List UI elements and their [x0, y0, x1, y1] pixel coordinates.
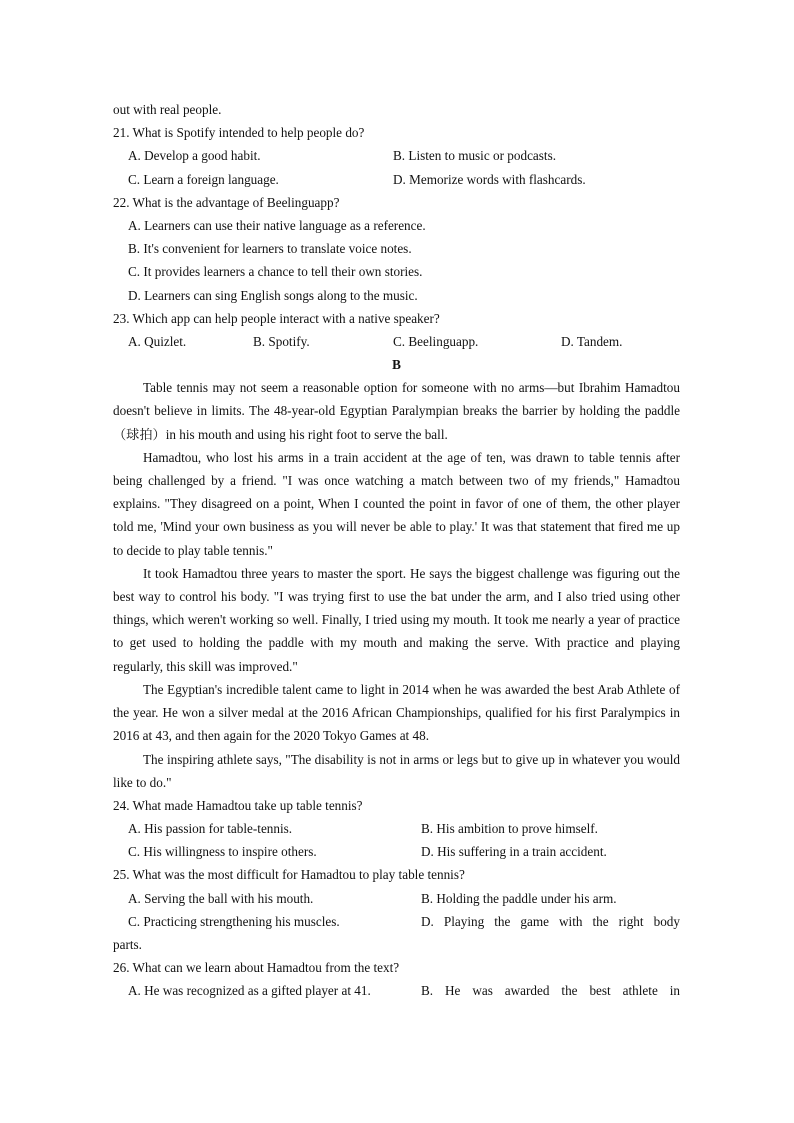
question-stem: 25. What was the most difficult for Hamadtou to play table tennis?: [113, 867, 465, 883]
option-d: D. His suffering in a train accident.: [421, 844, 607, 860]
exam-page: [113, 98, 680, 1003]
question-21: [113, 121, 680, 191]
question-25: [113, 863, 680, 956]
question-stem: 23. Which app can help people interact with a native speaker?: [113, 310, 440, 326]
option-b: B. His ambition to prove himself.: [421, 821, 598, 837]
option-a: A. Develop a good habit.: [128, 148, 261, 164]
question-stem: 22. What is the advantage of Beelinguapp?: [113, 194, 340, 210]
option-b: B. He was awarded the best athlete in: [421, 983, 680, 999]
passage-paragraph-1: Table tennis may not seem a reasonable option for someone with no arms—but Ibrahim Hamadtou doesn't believe in limits. The 48-year-old Egyptian Paralympian breaks the barrier by holding the paddle（球拍）in his mouth and using his right foot to serve the ball.: [113, 380, 680, 442]
option-c: C. It provides learners a chance to tell their own stories.: [128, 264, 423, 280]
option-b: B. Listen to music or podcasts.: [393, 148, 556, 164]
previous-passage-ending: out with real people.: [113, 102, 222, 117]
passage-paragraph-5: The inspiring athlete says, "The disability is not in arms or legs but to give up in whatever you would like to do.": [113, 751, 680, 790]
option-a: A. Learners can use their native language as a reference.: [128, 217, 426, 233]
option-d-continued: parts.: [113, 937, 142, 953]
passage-paragraph-4: The Egyptian's incredible talent came to light in 2014 when he was awarded the best Arab Athlete of the year. He won a silver medal at the 2016 African Championships, qualified for his first Paralympics in 2016 at 43, and then again for the 2020 Tokyo Games at 48.: [113, 681, 680, 744]
option-b: B. It's convenient for learners to translate voice notes.: [128, 241, 412, 257]
question-26: [113, 956, 680, 1002]
question-stem: 26. What can we learn about Hamadtou from the text?: [113, 960, 400, 976]
passage-paragraph-3: It took Hamadtou three years to master the sport. He says the biggest challenge was figuring out the best way to control his body. "I was trying first to use the bat under the arm, and I also tried using other things, which weren't working so well. Finally, I tried using my mouth. It took me nearly a year of practice to get used to holding the paddle with my mouth and making the serve. With practice and playing regularly, this skill was improved.": [113, 565, 680, 674]
option-b: B. Spotify.: [253, 333, 310, 349]
question-22: [113, 191, 680, 307]
option-d: D. Tandem.: [561, 333, 623, 349]
option-c: C. Learn a foreign language.: [128, 171, 279, 187]
option-a: A. Quizlet.: [128, 333, 187, 349]
option-a: A. He was recognized as a gifted player at 41.: [128, 983, 371, 999]
question-stem: 24. What made Hamadtou take up table tennis?: [113, 797, 363, 813]
option-a: A. His passion for table-tennis.: [128, 821, 293, 837]
option-d: D. Memorize words with flashcards.: [393, 171, 586, 187]
question-24: [113, 794, 680, 864]
option-a: A. Serving the ball with his mouth.: [128, 890, 314, 906]
section-heading-b: B: [392, 357, 401, 373]
option-b: B. Holding the paddle under his arm.: [421, 890, 617, 906]
option-c: C. His willingness to inspire others.: [128, 844, 317, 860]
question-stem: 21. What is Spotify intended to help people do?: [113, 125, 365, 141]
option-d: D. Learners can sing English songs along to the music.: [128, 287, 418, 303]
option-c: C. Beelinguapp.: [393, 333, 479, 349]
passage-b: [113, 376, 680, 794]
option-c: C. Practicing strengthening his muscles.: [128, 913, 340, 929]
passage-paragraph-2: Hamadtou, who lost his arms in a train accident at the age of ten, was drawn to table tennis after being challenged by a friend. "I was once watching a match between two of my friends," Hamadtou explains. "They disagreed on a point, When I counted the point in favor of one of them, the other player told me, 'Mind your own business as you will never be able to play.' It was that statement that fired me up to decide to play table tennis.": [113, 449, 680, 558]
option-d: D. Playing the game with the right body: [421, 913, 680, 929]
question-23: [113, 307, 680, 353]
